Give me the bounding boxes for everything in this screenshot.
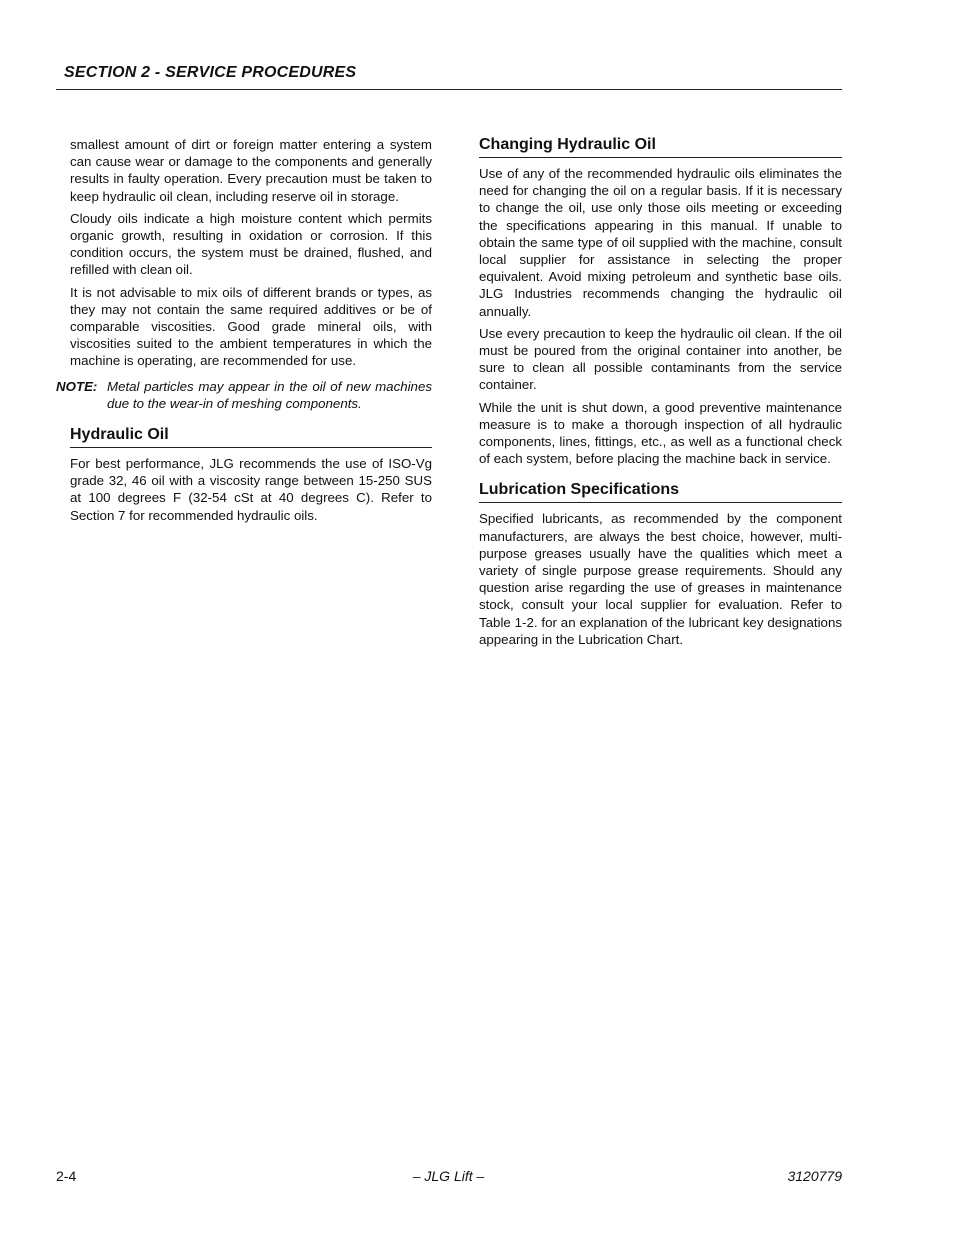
- heading-lubrication-specifications: Lubrication Specifications: [479, 481, 842, 503]
- paragraph-recommended-oils: Use of any of the recommended hydraulic oils eliminates the need for changing the oil on a regular basis. If it is necessary to change the oil, use only those oils meeting or exceeding the specifications appearing in this manual. If unable to obtain the same type of oil supplied with the machine, consult local supplier for assistance in selecting the proper equivalent. Avoid mixing petroleum and synthetic base oils. JLG Industries recommends changing the hydraulic oil annually.: [479, 166, 842, 319]
- note-text: Metal particles may appear in the oil of new machines due to the wear-in of meshing components.: [107, 378, 432, 411]
- paragraph-hydraulic-oil: For best performance, JLG recommends the use of ISO-Vg grade 32, 46 oil with a viscosity range between 15-250 SUS at 100 degrees F (32-54 cSt at 40 degrees C). Refer to Section 7 for recommended hydraulic oils.: [70, 456, 432, 523]
- footer-brand: – JLG Lift –: [412, 1168, 485, 1184]
- left-column: [56, 136, 432, 529]
- heading-changing-hydraulic-oil: Changing Hydraulic Oil: [479, 136, 842, 158]
- paragraph-mixing-oils: It is not advisable to mix oils of different brands or types, as they may not contain the same required additives or be of comparable viscosities. Good grade mineral oils, with viscosities suited to the ambient temperatures in which the machine is operating, are recommended for use.: [70, 284, 432, 369]
- paragraph-preventive-maintenance: While the unit is shut down, a good preventive maintenance measure is to make a thorough inspection of all hydraulic components, lines, fittings, etc., as well as a functional check of each system, before placing the machine back in service.: [479, 399, 842, 467]
- note-label: NOTE:: [56, 378, 98, 394]
- document-number: 3120779: [787, 1168, 842, 1184]
- section-title: SECTION 2 - SERVICE PROCEDURES: [64, 64, 357, 81]
- right-column: [479, 136, 842, 653]
- paragraph-lubricants: Specified lubricants, as recommended by the component manufacturers, are always the best choice, however, multi-purpose greases usually have the qualities which meet a variety of single purpose grease requirements. Should any question arise regarding the use of greases in maintenance stock, consult your local supplier for evaluation. Refer to Table 1-2. for an explanation of the lubricant key designations appearing in the Lubrication Chart.: [479, 511, 842, 647]
- header-divider: [56, 89, 842, 90]
- heading-hydraulic-oil: Hydraulic Oil: [70, 426, 432, 448]
- page-number: 2-4: [56, 1168, 77, 1184]
- paragraph-cloudy-oils: Cloudy oils indicate a high moisture content which permits organic growth, resulting in oxidation or corrosion. If this condition occurs, the system must be drained, flushed, and refilled with clean oil.: [70, 210, 432, 278]
- paragraph-dirt: smallest amount of dirt or foreign matter entering a system can cause wear or damage to the components and generally results in faulty operation. Every precaution must be taken to keep hydraulic oil clean, including reserve oil in storage.: [70, 137, 432, 204]
- note-block: [56, 378, 432, 412]
- paragraph-keep-clean: Use every precaution to keep the hydraulic oil clean. If the oil must be poured from the original container into another, be sure to clean all possible contaminants from the service container.: [479, 325, 842, 393]
